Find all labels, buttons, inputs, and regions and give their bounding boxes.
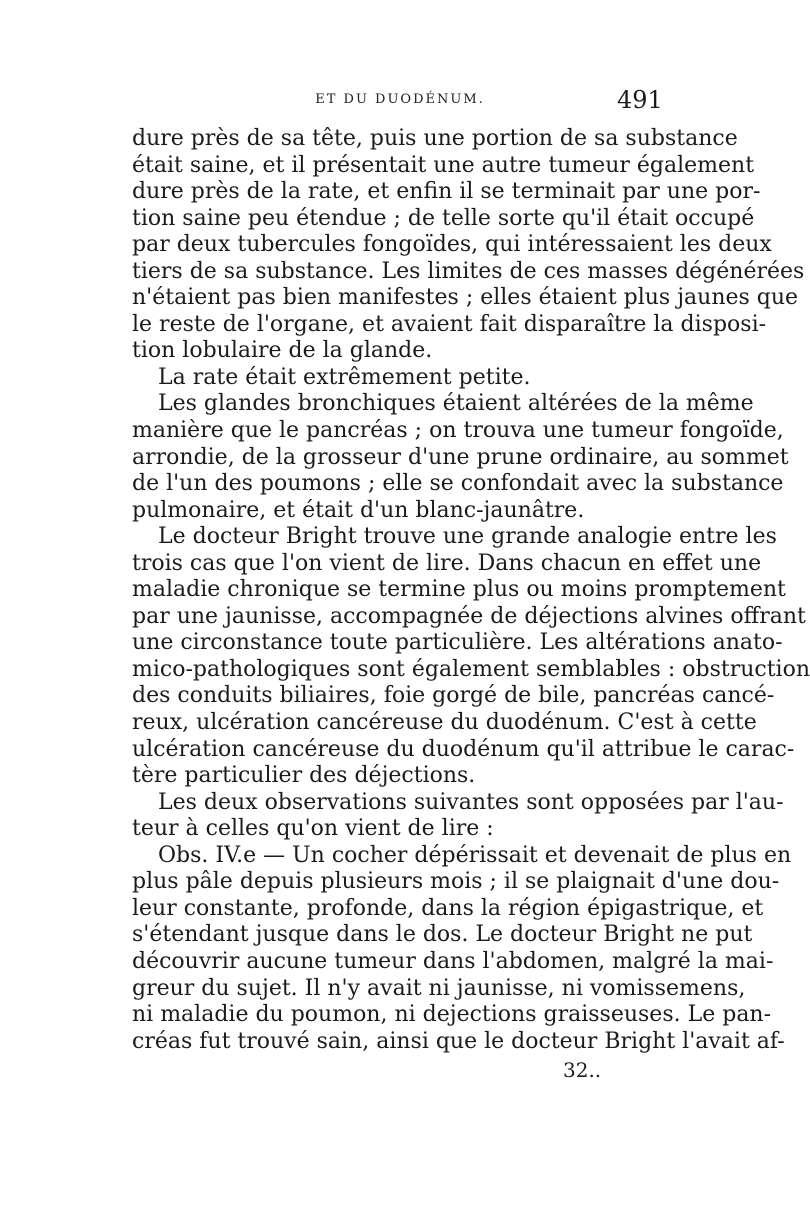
text-line: par deux tubercules fongoïdes, qui intéressaient les deux xyxy=(132,232,772,258)
signature-mark: 32.. xyxy=(563,1058,602,1082)
text-line: dure près de la rate, et enfin il se terminait par une por- xyxy=(132,179,761,205)
text-line: La rate était extrêmement petite. xyxy=(158,364,531,390)
text-line: ni maladie du poumon, ni dejections graisseuses. Le pan- xyxy=(132,1002,772,1028)
running-head: ET DU DUODÉNUM. xyxy=(315,92,485,107)
text-line: greur du sujet. Il n'y avait ni jaunisse, ni vomissemens, xyxy=(132,975,746,1001)
text-line: par une jaunisse, accompagnée de déjections alvines offrant xyxy=(132,603,806,629)
text-line: tiers de sa substance. Les limites de ces masses dégénérées xyxy=(132,258,805,284)
page-number: 491 xyxy=(617,86,663,114)
text-line: trois cas que l'on vient de lire. Dans chacun en effet une xyxy=(132,550,762,576)
body-text xyxy=(132,126,810,1055)
text-line: dure près de sa tête, puis une portion de sa substance xyxy=(132,126,738,151)
text-line: le reste de l'organe, et avaient fait disparaître la disposi- xyxy=(132,311,767,337)
text-line: maladie chronique se termine plus ou moins promptement xyxy=(132,577,786,603)
text-line: manière que le pancréas ; on trouva une tumeur fongoïde, xyxy=(132,418,784,444)
text-line: mico-pathologiques sont également semblables : obstruction xyxy=(132,656,810,682)
text-line: pulmonaire, et était d'un blanc-jaunâtre. xyxy=(132,497,585,523)
text-line: découvrir aucune tumeur dans l'abdomen, malgré la mai- xyxy=(132,948,774,974)
text-line: de l'un des poumons ; elle se confondait avec la substance xyxy=(132,471,784,497)
text-line: des conduits biliaires, foie gorgé de bile, pancréas cancé- xyxy=(132,683,775,709)
text-line: Le docteur Bright trouve une grande analogie entre les xyxy=(158,524,777,550)
text-line: ulcération cancéreuse du duodénum qu'il attribue le carac- xyxy=(132,736,795,762)
text-line: plus pâle depuis plusieurs mois ; il se plaignait d'une dou- xyxy=(132,869,780,895)
text-line: Les glandes bronchiques étaient altérées de la même xyxy=(158,391,754,417)
text-line: créas fut trouvé sain, ainsi que le docteur Bright l'avait af- xyxy=(132,1028,785,1054)
text-line: n'étaient pas bien manifestes ; elles étaient plus jaunes que xyxy=(132,285,799,311)
text-line: était saine, et il présentait une autre tumeur également xyxy=(132,152,755,178)
text-line: tion saine peu étendue ; de telle sorte qu'il était occupé xyxy=(132,205,755,231)
text-line: Les deux observations suivantes sont opposées par l'au- xyxy=(158,789,784,815)
text-line: s'étendant jusque dans le dos. Le docteur Bright ne put xyxy=(132,922,753,948)
text-line: tion lobulaire de la glande. xyxy=(132,338,433,364)
text-line: une circonstance toute particulière. Les altérations anato- xyxy=(132,630,783,656)
text-line: Obs. IV.e — Un cocher dépérissait et devenait de plus en xyxy=(158,842,792,868)
text-line: reux, ulcération cancéreuse du duodénum. C'est à cette xyxy=(132,710,757,736)
text-line: teur à celles qu'on vient de lire : xyxy=(132,816,494,842)
text-line: arrondie, de la grosseur d'une prune ordinaire, au sommet xyxy=(132,444,789,470)
text-line: leur constante, profonde, dans la région épigastrique, et xyxy=(132,895,764,921)
text-line: tère particulier des déjections. xyxy=(132,763,476,789)
